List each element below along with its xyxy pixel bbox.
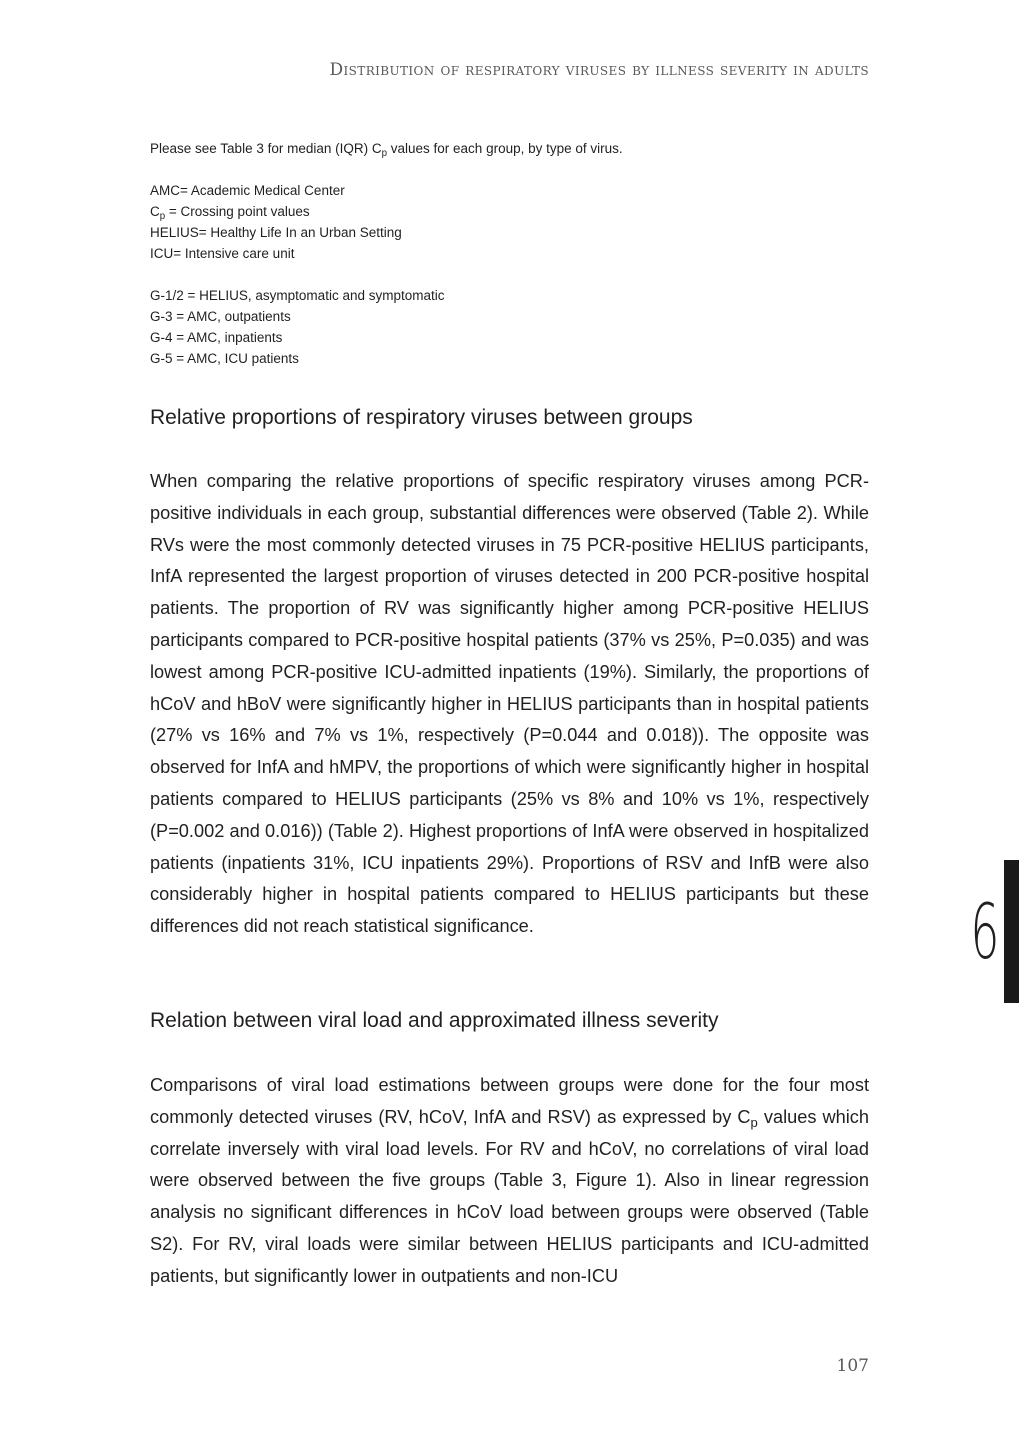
- section-heading-relative-proportions: Relative proportions of respiratory viruses between groups: [150, 406, 693, 429]
- abbreviation-helius: HELIUS= Healthy Life In an Urban Setting: [150, 225, 402, 240]
- section-paragraph-relative-proportions: When comparing the relative proportions of specific respiratory viruses among PCR-positive individuals in each group, substantial differences were observed (Table 2). While RVs were the most commonly detected viruses in 75 PCR-positive HELIUS participants, InfA represented the largest proportion of viruses detected in 200 PCR-positive hospital patients. The proportion of RV was significantly higher among PCR-positive HELIUS participants compared to PCR-positive hospital patients (37% vs 25%, P=0.035) and was lowest among PCR-positive ICU-admitted inpatients (19%). Similarly, the proportions of hCoV and hBoV were significantly higher in HELIUS participants than in hospital patients (27% vs 16% and 7% vs 1%, respectively (P=0.044 and 0.018)). The opposite was observed for InfA and hMPV, the proportions of which were significantly higher in hospital patients compared to HELIUS participants (25% vs 8% and 10% vs 1%, respectively (P=0.002 and 0.016)) (Table 2). Highest proportions of InfA were observed in hospitalized patients (inpatients 31%, ICU inpatients 29%). Proportions of RSV and InfB were also considerably higher in hospital patients compared to HELIUS participants but these differences did not reach statistical significance.: [150, 471, 869, 937]
- group-definition: G-3 = AMC, outpatients: [150, 309, 291, 324]
- group-definition: G-5 = AMC, ICU patients: [150, 351, 299, 366]
- section-paragraph-viral-load: Comparisons of viral load estimations between groups were done for the four most commonly detected viruses (RV, hCoV, InfA and RSV) as expressed by $C_p$ values which correlate inversely with viral load levels. For RV and hCoV, no correlations of viral load were observed between the five groups (Table 3, Figure 1). Also in linear regression analysis no significant differences in hCoV load between groups were observed (Table S2). For RV, viral loads were similar between HELIUS participants and ICU-admitted patients, but significantly lower in outpatients and non-ICU: [150, 1075, 869, 1286]
- table-reference-note: Please see Table 3 for median (IQR) $C_p$ values for each group, by type of virus.: [150, 141, 623, 159]
- chapter-number: 6: [970, 887, 1000, 976]
- abbreviation-cp: $C_p$ = Crossing point values: [150, 204, 310, 222]
- table-notes: [150, 138, 869, 369]
- abbreviation-icu: ICU= Intensive care unit: [150, 246, 295, 261]
- running-header: Distribution of respiratory viruses by illness severity in adults: [329, 60, 869, 80]
- group-definition: G-1/2 = HELIUS, asymptomatic and symptomatic: [150, 288, 445, 303]
- group-definition: G-4 = AMC, inpatients: [150, 330, 283, 345]
- abbreviation-amc: AMC= Academic Medical Center: [150, 183, 345, 198]
- chapter-tab-marker: [1004, 860, 1019, 1003]
- section-heading-viral-load: Relation between viral load and approximated illness severity: [150, 1009, 719, 1032]
- page-number: 107: [836, 1356, 869, 1376]
